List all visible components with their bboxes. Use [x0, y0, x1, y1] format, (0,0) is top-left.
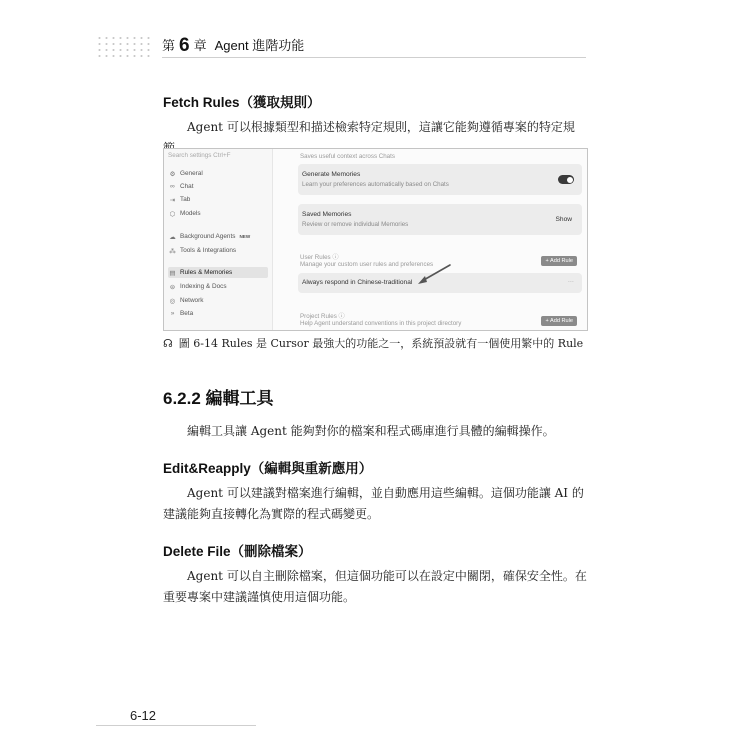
saved-memories-desc: Review or remove individual Memories	[302, 221, 409, 228]
cloud-icon: ☁	[169, 233, 176, 241]
infinity-icon: ∞	[170, 183, 175, 190]
figure-bullet-icon: ☊	[163, 337, 173, 350]
sidebar-item-general[interactable]	[168, 168, 268, 179]
section-heading-editing-tools: 6.2.2 編輯工具	[163, 389, 274, 408]
saved-memories-title: Saved Memories	[302, 211, 352, 218]
edit-reapply-text: Agent 可以建議對檔案進行編輯，並自動應用這些編輯。這個功能讓 AI 的建議能夠直接轉化為實際的程式碼變更。	[163, 486, 584, 521]
fetch-rules-text: Agent 可以根據類型和描述檢索特定規則，這讓它能夠遵循專案的特定規	[187, 120, 575, 134]
settings-screenshot	[163, 148, 588, 331]
globe-icon: ◎	[169, 297, 176, 305]
sidebar-item-label: Tools & Integrations	[180, 247, 237, 254]
sidebar-item-beta[interactable]	[168, 308, 268, 319]
fetch-rules-heading: Fetch Rules（獲取規則）	[163, 95, 321, 110]
database-icon: ⊜	[169, 283, 176, 291]
header-dot-pattern	[96, 35, 154, 57]
editing-tools-text: 編輯工具讓 Agent 能夠對你的檔案和程式碼庫進行具體的編輯操作。	[187, 424, 555, 438]
project-rules-title: Project Rules ⓘ	[300, 313, 345, 320]
rule-menu-icon[interactable]: ···	[567, 278, 574, 285]
saved-memories-card	[298, 204, 582, 235]
sidebar-item-label: Rules & Memories	[180, 269, 233, 276]
sidebar-item-tools-integrations[interactable]	[168, 245, 268, 256]
sidebar-item-models[interactable]	[168, 208, 268, 219]
figure-caption	[163, 335, 583, 351]
sidebar-item-network[interactable]	[168, 295, 268, 306]
page-number: 6-12	[130, 708, 157, 723]
edit-reapply-paragraph	[163, 483, 587, 525]
sidebar-item-label: Indexing & Docs	[180, 283, 227, 290]
header-rule	[162, 57, 586, 58]
user-rule-text: Always respond in Chinese-traditional	[302, 279, 413, 286]
delete-file-heading: Delete File（刪除檔案）	[163, 544, 312, 559]
sidebar-item-label: General	[180, 170, 203, 177]
edit-reapply-heading: Edit&Reapply（編輯與重新應用）	[163, 461, 373, 476]
new-badge: NEW	[239, 234, 251, 239]
footer-rule	[96, 725, 256, 726]
gear-icon: ⚙	[169, 170, 176, 178]
double-chevron-icon: »	[170, 310, 175, 317]
user-rules-title: User Rules ⓘ	[300, 254, 339, 261]
clipboard-icon: ▤	[169, 269, 176, 277]
sidebar-item-tab[interactable]	[168, 194, 268, 205]
tab-arrow-icon: ⇥	[169, 196, 176, 204]
sidebar-item-indexing-docs[interactable]	[168, 281, 268, 292]
cube-icon: ⬡	[169, 210, 176, 218]
user-rules-desc: Manage your custom user rules and preferences	[300, 261, 434, 268]
chapter-suffix: 章	[193, 38, 207, 53]
memories-description: Saves useful context across Chats	[300, 153, 395, 160]
show-memories-link[interactable]: Show	[555, 216, 572, 223]
sidebar-item-background-agents[interactable]	[168, 231, 268, 242]
add-project-rule-button[interactable]: + Add Rule	[541, 316, 577, 326]
generate-memories-title: Generate Memories	[302, 171, 361, 178]
sidebar-item-label: Beta	[180, 310, 194, 317]
chapter-header	[162, 34, 304, 56]
sidebar-item-label: Tab	[180, 196, 191, 203]
generate-memories-desc: Learn your preferences automatically based on Chats	[302, 181, 449, 188]
editing-tools-paragraph	[163, 421, 587, 442]
sidebar-item-label: Models	[180, 210, 201, 217]
settings-content	[298, 149, 582, 330]
project-rules-desc: Help Agent understand conventions in this project directory	[300, 320, 462, 327]
generate-memories-toggle[interactable]	[558, 175, 574, 184]
add-user-rule-button[interactable]: + Add Rule	[541, 256, 577, 266]
sidebar-item-label: Network	[180, 297, 204, 304]
sidebar-item-chat[interactable]	[168, 181, 268, 192]
sidebar-item-rules-memories[interactable]	[168, 267, 268, 278]
delete-file-paragraph	[163, 566, 587, 608]
nodes-icon: ⁂	[169, 247, 176, 255]
annotation-arrow-icon	[414, 261, 454, 287]
generate-memories-card	[298, 164, 582, 195]
delete-file-text: Agent 可以自主刪除檔案，但這個功能可以在設定中關閉，確保安全性。在重要專案中建議謹慎使用這個功能。	[163, 569, 587, 604]
chapter-title: Agent 進階功能	[214, 38, 305, 53]
sidebar-item-label: Background Agents	[180, 233, 236, 240]
chapter-prefix: 第	[162, 38, 176, 53]
sidebar-item-label: Chat	[180, 183, 194, 190]
settings-search-input[interactable]: Search settings Ctrl+F	[168, 152, 231, 159]
settings-sidebar	[164, 149, 273, 330]
chapter-number: 6	[179, 35, 190, 56]
figure-caption-text: 圖 6-14 Rules 是 Cursor 最強大的功能之一，系統預設就有一個使用繁中的 Rule	[178, 337, 584, 350]
